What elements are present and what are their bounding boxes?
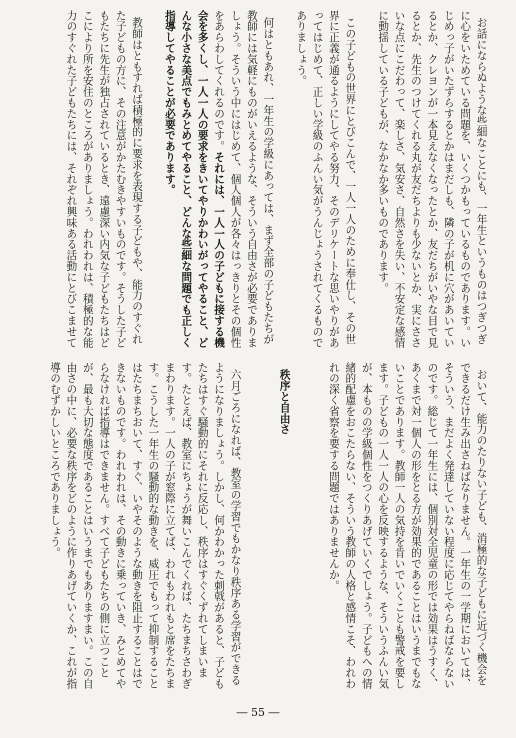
lower-text-block xyxy=(10,362,506,694)
page-number: ― 55 ― xyxy=(236,706,280,719)
paragraph-4: おいて、能力のたりない子ども、消極的な子どもに近づく機会をできるだけ生み出さねばなりません。一年生の一学期においては、そういう、まだよく発達していない程度に応じてやらねばならないのです。総じて一年生には、個別対全児童の形では効果はうすく、あくまで対一個人の形をとる方が効果的であることはいうまでもないことであります。教師一人の気持を肯いでいくことも警戒を要します。子どもの一人一人の心を反映するような、そういうふんい気が、本ものの学級個性をつくりあげていくでしょう。子どもへの情緒的配慮をおこたらない、そういう教師の人格と感情こそ、われわれの深く省察を要する問題ではありませんか。 xyxy=(327,362,488,689)
paragraph-2a: 何はともあれ、一年生の学級にあっては、まず全部の子どもたちが教師には気軽にものがいえるような、そういう自由さが必要でありましょう。 xyxy=(229,10,275,348)
section-heading: 秩序と自由さ xyxy=(278,369,291,435)
paragraph-3: 教師はともすれば積極的に要求を表現する子どもや、能力のすぐれた子どもの方に、その注意がかたむきやすいものです。そうした子どもたちに先生が独占されているとき、遠慮深い内気な子どもたちはどこにより所を安住のところがありましょう。われわれは、積極的な能力のすぐれた子どもたちには、それぞれ興味ある活動にとびこませて xyxy=(65,10,144,348)
paragraph-2b: そういう中にはじめて、個人個人が各々はっきりとその個性をあらわしてくれるのです。 xyxy=(213,10,242,348)
paragraph-1b: この子どもの世界にとびこんで、一人一人のために奉仕し、その世界に正義が通るようにしてやる努力、そのデリケートな思いやりがあってはじめて、正しい学級のふんい気がうんじょうされてくるものでありましょう。 xyxy=(295,10,357,348)
upper-text-block xyxy=(10,10,506,350)
paragraph-5: 六月ごろになれば、教室の学習でもかなり秩序ある学習ができるようになりましょう。しかし、何かわかった刺戟があると、子どもたちはすぐ騒動的にそれに反応し、秩序はすぐくずれてしまいます。たとえば、教室にちょうが舞いこんでくれば、たちまちさわぎまわります。一人の子が窓際に立てば、われもわれもと席をたちます。こうした一年生の騒動的な動きを、威圧でもって抑制することはたちまちおいて、すぐ、いやそのような動きを阻止することはできないものです。われわれは、その動きに乗っていき、みとめてやらなければ指導はできません。すべて子どもたちの側に立つことが、最も大切な態度であることはいうまでもありますまい。この自由さの中に、必要な秩序をどのように作りあげていくか、これが指導のむずかしいところでありましょう。 xyxy=(49,362,242,689)
paragraph-1a: お話にならぬような些細なことにも、一年生というものはつぎつぎに心をいためている問題を、いくつかもっているものであります。いじめっ子がいたずらするとかはまだしも、隣の子が机に穴があいているとか、クレヨンが一本見えなくなったとか、友だちがいやな目で見るとか、先生のつけてくれる丸が友だちよりも少ないとか、実にささいな点にこだわって、楽しさ、気安さ、自然さを失い、不安定な感情に動揺している子どもが、なかなか多いものであります。 xyxy=(377,10,488,348)
paragraph-2c: それには、一人一人の子どもに接する機会を多くし、一人一人の要求をきいてやりかわいがってやること、どんな小さな美点でもみとめてやること、どんな些細な問題でも正しく指導してやることが必要であります。 xyxy=(163,10,226,348)
